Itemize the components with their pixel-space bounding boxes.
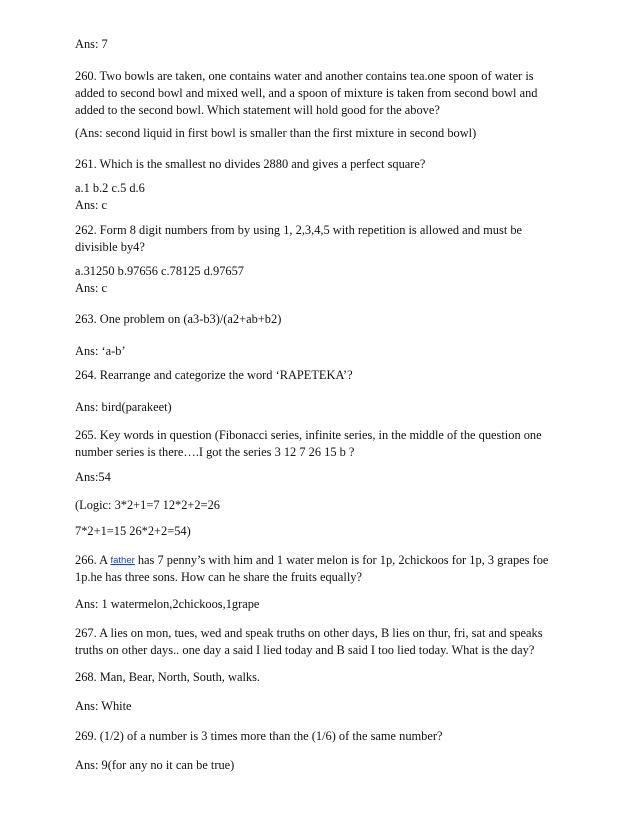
question-260 (75, 68, 565, 119)
question-266 (75, 552, 565, 586)
question-268 (75, 669, 565, 686)
father-link[interactable]: father (110, 555, 135, 566)
question-269 (75, 728, 565, 745)
text-line: 261. Which is the smallest no divides 2880 and gives a perfect square? (75, 157, 426, 171)
text-line: 7*2+1=15 26*2+2=54) (75, 524, 191, 538)
text-line: added to the second bowl. Which statement will hold good for the above? (75, 103, 440, 117)
text-line: divisible by4? (75, 240, 145, 254)
answer-268 (75, 698, 565, 715)
answer-269 (75, 757, 565, 774)
question-262 (75, 222, 565, 256)
text-line: Ans: c (75, 281, 108, 295)
answer-263 (75, 343, 565, 360)
answer-265 (75, 469, 565, 486)
text-line: 1p.he has three sons. How can he share the fruits equally? (75, 570, 362, 584)
question-263 (75, 311, 565, 328)
question-text-266: has 7 penny’s with him and 1 water melon is for 1p, 2chickoos for 1p, 3 grapes foe (134, 553, 549, 567)
text-line: (Ans: second liquid in first bowl is smaller than the first mixture in second bowl) (75, 126, 477, 140)
text-line (75, 552, 565, 569)
question-261 (75, 156, 565, 173)
text-line: Ans: 9(for any no it can be true) (75, 758, 235, 772)
text-line: a.31250 b.97656 c.78125 d.97657 (75, 264, 244, 278)
options-261 (75, 180, 565, 214)
text-line: 269. (1/2) of a number is 3 times more than the (1/6) of the same number? (75, 729, 443, 743)
answer-259 (75, 36, 565, 53)
question-267 (75, 625, 565, 659)
question-264 (75, 367, 565, 384)
text-line: Ans: 1 watermelon,2chickoos,1grape (75, 597, 260, 611)
text-line: number series is there….I got the series 3 12 7 26 15 b ? (75, 445, 355, 459)
answer-266 (75, 596, 565, 613)
text-line: Ans: 7 (75, 37, 108, 51)
text-line: 265. Key words in question (Fibonacci series, infinite series, in the middle of the question one (75, 428, 542, 442)
text-line: 267. A lies on mon, tues, wed and speak truths on other days, B lies on thur, fri, sat and speaks (75, 626, 543, 640)
text-line: Ans:54 (75, 470, 111, 484)
text-line: a.1 b.2 c.5 d.6 (75, 181, 145, 195)
text-line: Ans: White (75, 699, 132, 713)
text-line: truths on other days.. one day a said I lied today and B said I too lied today. What is the day? (75, 643, 535, 657)
text-line: 264. Rearrange and categorize the word ‘RAPETEKA’? (75, 368, 353, 382)
text-line: 262. Form 8 digit numbers from by using 1, 2,3,4,5 with repetition is allowed and must be (75, 223, 523, 237)
text-line: 260. Two bowls are taken, one contains water and another contains tea.one spoon of water is (75, 69, 534, 83)
text-line: (Logic: 3*2+1=7 12*2+2=26 (75, 498, 220, 512)
answer-264 (75, 399, 565, 416)
text-line: Ans: bird(parakeet) (75, 400, 172, 414)
question-265 (75, 427, 565, 461)
text-line: Ans: c (75, 198, 108, 212)
text-line: Ans: ‘a-b’ (75, 344, 126, 358)
text-line: 268. Man, Bear, North, South, walks. (75, 670, 260, 684)
question-number-266: 266. A (75, 553, 111, 567)
logic-265 (75, 497, 565, 514)
logic-265-continued (75, 523, 565, 540)
text-line: 263. One problem on (a3-b3)/(a2+ab+b2) (75, 312, 282, 326)
options-262 (75, 263, 565, 297)
answer-260 (75, 125, 565, 142)
text-line: added to second bowl and mixed well, and a spoon of mixture is taken from second bowl and (75, 86, 538, 100)
